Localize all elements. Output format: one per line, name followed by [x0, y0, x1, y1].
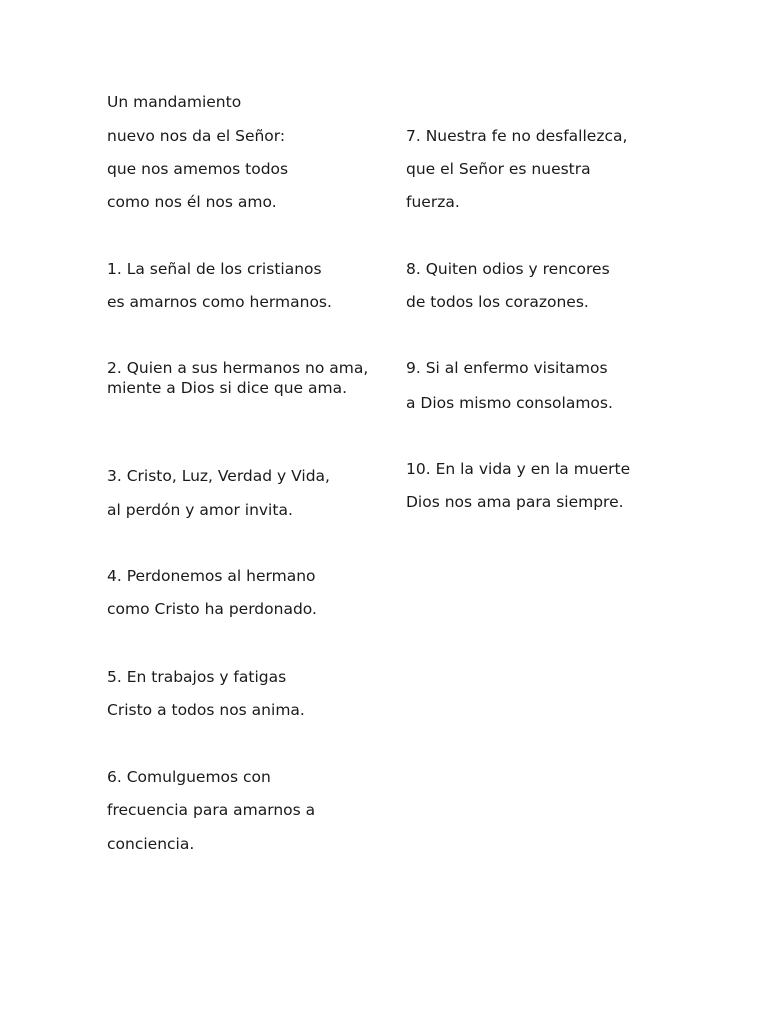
verse-7-line-1: 7. Nuestra fe no desfallezca, [406, 127, 628, 145]
verse-7-line-2: que el Señor es nuestra [406, 160, 591, 178]
verse-10-line-1: 10. En la vida y en la muerte [406, 460, 631, 478]
verse-5-line-2: Cristo a todos nos anima. [107, 701, 305, 719]
verse-1-line-2: es amarnos como hermanos. [107, 293, 332, 311]
verse-9-line-2: a Dios mismo consolamos. [406, 394, 613, 412]
chorus-line-1: Un mandamiento [107, 93, 242, 111]
verse-6-line-3: conciencia. [107, 835, 195, 853]
verse-6-line-2: frecuencia para amarnos a [107, 801, 316, 819]
verse-5-line-1: 5. En trabajos y fatigas [107, 668, 287, 686]
verse-8-line-1: 8. Quiten odios y rencores [406, 260, 610, 278]
verse-4-line-2: como Cristo ha perdonado. [107, 600, 317, 618]
verse-9-line-1: 9. Si al enfermo visitamos [406, 359, 608, 377]
verse-4-line-1: 4. Perdonemos al hermano [107, 567, 316, 585]
verse-8-line-2: de todos los corazones. [406, 293, 589, 311]
verse-7-line-3: fuerza. [406, 193, 460, 211]
verse-10-line-2: Dios nos ama para siempre. [406, 493, 624, 511]
verse-2: 2. Quien a sus hermanos no ama, miente a Dios si dice que ama. [107, 359, 369, 397]
verse-1-line-1: 1. La señal de los cristianos [107, 260, 322, 278]
verse-3-line-1: 3. Cristo, Luz, Verdad y Vida, [107, 467, 330, 485]
chorus-line-3: que nos amemos todos [107, 160, 289, 178]
chorus-line-4: como nos él nos amo. [107, 193, 277, 211]
chorus-line-2: nuevo nos da el Señor: [107, 127, 286, 145]
verse-3-line-2: al perdón y amor invita. [107, 501, 293, 519]
verse-6-line-1: 6. Comulguemos con [107, 768, 271, 786]
